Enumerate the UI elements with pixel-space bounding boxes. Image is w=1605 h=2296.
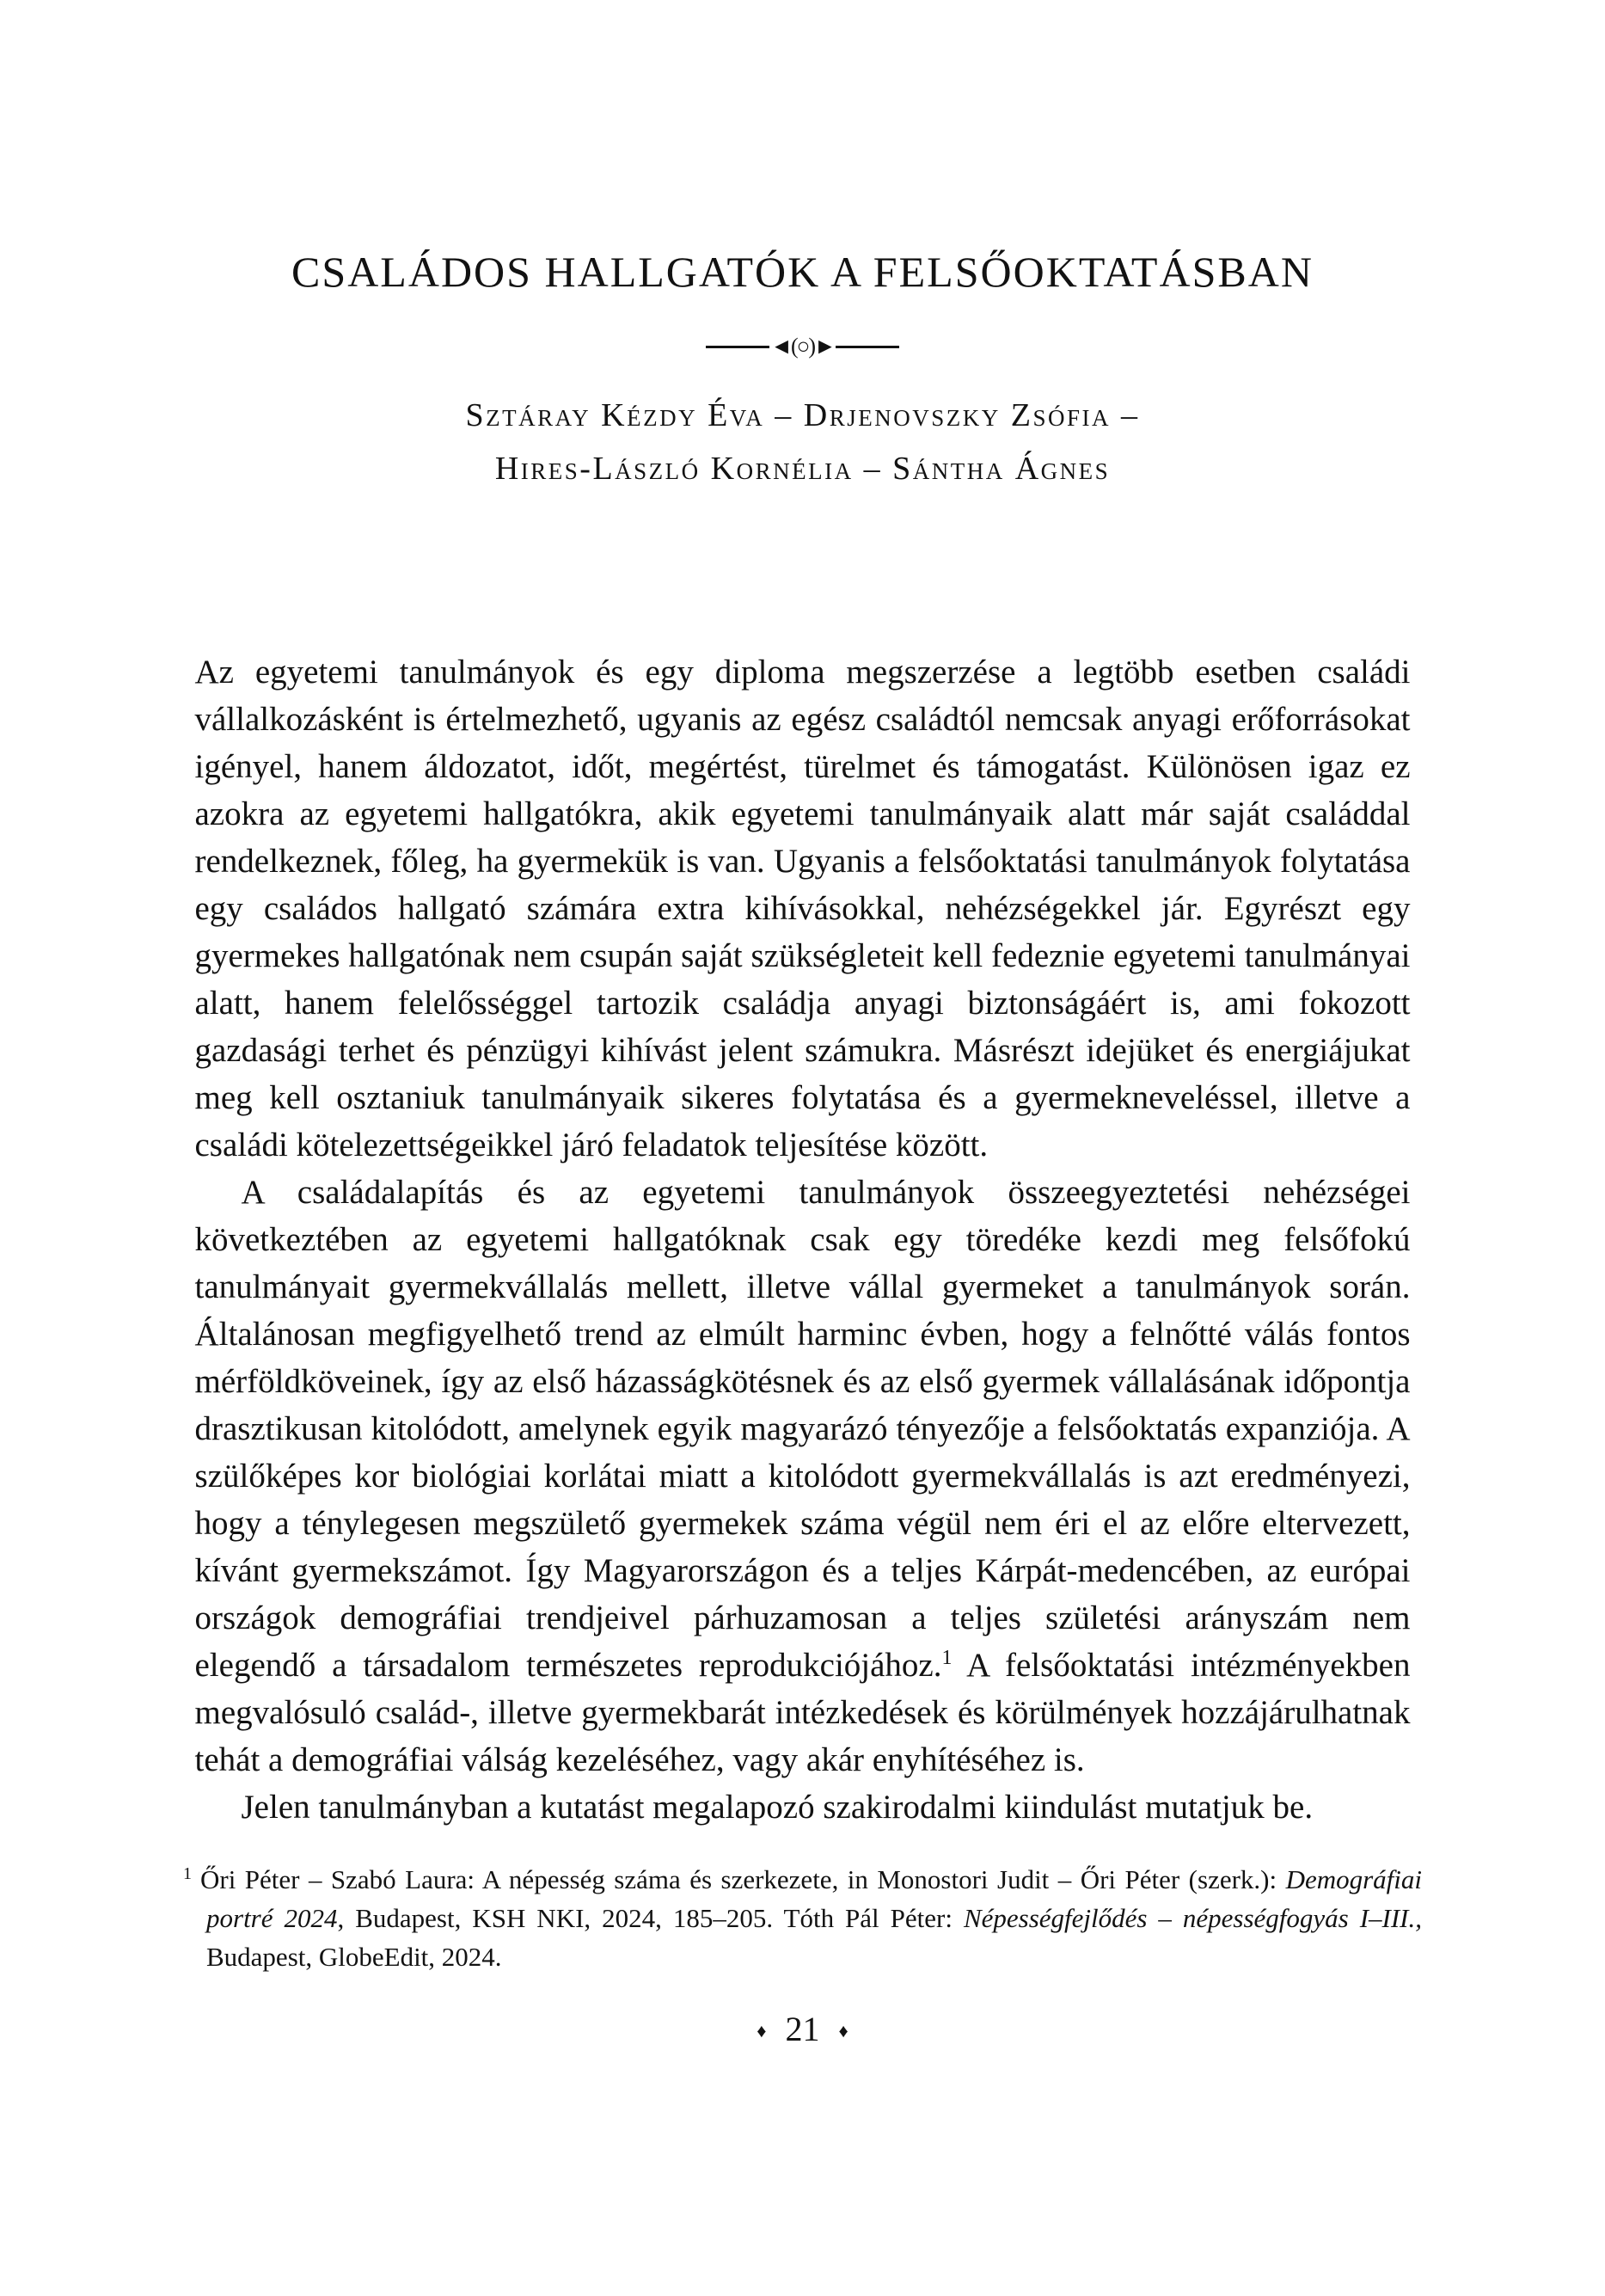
footnote (183, 1860, 1422, 1976)
authors-line-2: Hires-László Kornélia – Sántha Ágnes (494, 451, 1111, 487)
page-title: CSALÁDOS HALLGATÓK A FELSŐOKTATÁSBAN (291, 248, 1314, 296)
text-segment: Az egyetemi tanulmányok és egy diploma megszerzése a legtöbb esetben családi vállalkozásként is értelmezhető, ugyanis az egész családtól nemcsak anyagi erőforrásokat igényel, hanem áldozatot, időt, megértést, türelmet és támogatást. Különösen igaz ez azokra az egyetemi hallgatókra, akik egyetemi tanulmányaik alatt már saját családdal rendelkeznek, főleg, ha gyermekük is van. Ugyanis a felsőoktatási tanulmányok folytatása egy családos hallgató számára extra kihívásokkal, nehézségekkel jár. Egyrészt egy gyermekes hallgatónak nem csupán saját szükségleteit kell fedeznie egyetemi tanulmányai alatt, hanem felelősséggel tartozik családja anyagi biztonságáért is, ami fokozott gazdasági terhet és pénzügyi kihívást jelent számukra. Másrészt idejüket és energiájukat meg kell osztaniuk tanulmányaik sikeres folytatása és a gyermekneveléssel, illetve a családi kötelezettségeikkel járó feladatok teljesítése között. (194, 654, 1411, 1163)
footnote-body (200, 1864, 1422, 1972)
page-number-left-diamond-icon: ♦ (757, 2020, 767, 2041)
page-number (0, 2011, 1605, 2050)
body-text (195, 648, 1411, 1831)
divider-ornament-icon: ◄(○)► (770, 334, 835, 359)
page-number-value: 21 (785, 2010, 820, 2048)
divider-rule-left (706, 346, 769, 348)
text-segment: Budapest, GlobeEdit, 2024. (206, 1942, 502, 1972)
text-segment: A családalapítás és az egyetemi tanulmányok összeegyeztetési nehézségei következtében az egyetemi hallgatóknak csak egy töredéke kezdi meg felsőfokú tanulmányait gyermekvállalás mellett, illetve vállal gyermeket a tanulmányok során. Általánosan megfigyelhető trend az elmúlt harminc évben, hogy a felnőtté válás fontos mérföldköveinek, így az első házasságkötésnek és az első gyermek vállalásának időpontja drasztikusan kitolódott, amelynek egyik magyarázó tényezője a felsőoktatás expanziója. A szülőképes kor biológiai korlátai miatt a kitolódott gyermekvállalás is azt eredményezi, hogy a ténylegesen megszülető gyermekek száma végül nem éri el az előre eltervezett, kívánt gyermekszámot. Így Magyarországon és a teljes Kárpát-medencében, az európai országok demográfiai trendjeivel párhuzamosan a teljes születési arányszám nem elegendő a társadalom természetes reprodukciójához. (194, 1174, 1411, 1684)
paragraph (195, 1169, 1411, 1783)
page-number-right-diamond-icon: ♦ (838, 2020, 848, 2041)
paragraph (195, 1783, 1411, 1831)
divider-rule-right (836, 346, 899, 348)
text-segment: A felsőoktatási intézményekben megvalósuló család-, illetve gyermekbarát intézkedések és körülmények hozzájárulhatnak tehát a demográfiai válság kezeléséhez, vagy akár enyhítéséhez is. (194, 1647, 1411, 1778)
footnote-reference: 1 (941, 1647, 953, 1669)
text-segment: Jelen tanulmányban a kutatást megalapozó szakirodalmi kiindulást mutatjuk be. (241, 1789, 1314, 1826)
text-segment: Őri Péter – Szabó Laura: A népesség száma és szerkezete, in Monostori Judit – Őri Péter (szerk.): (200, 1864, 1286, 1894)
text-segment: Demográfiai portré 2024 (206, 1864, 1422, 1933)
text-segment: , Budapest, KSH NKI, 2024, 185–205. Tóth Pál Péter: (337, 1903, 964, 1933)
authors-block (0, 389, 1605, 495)
authors-line-1: Sztáray Kézdy Éva – Drjenovszky Zsófia – (465, 397, 1140, 433)
section-divider (0, 335, 1605, 358)
text-segment: Népességfejlődés – népességfogyás I–III., (963, 1903, 1423, 1933)
footnote-marker: 1 (183, 1863, 192, 1883)
paragraph (195, 648, 1411, 1169)
